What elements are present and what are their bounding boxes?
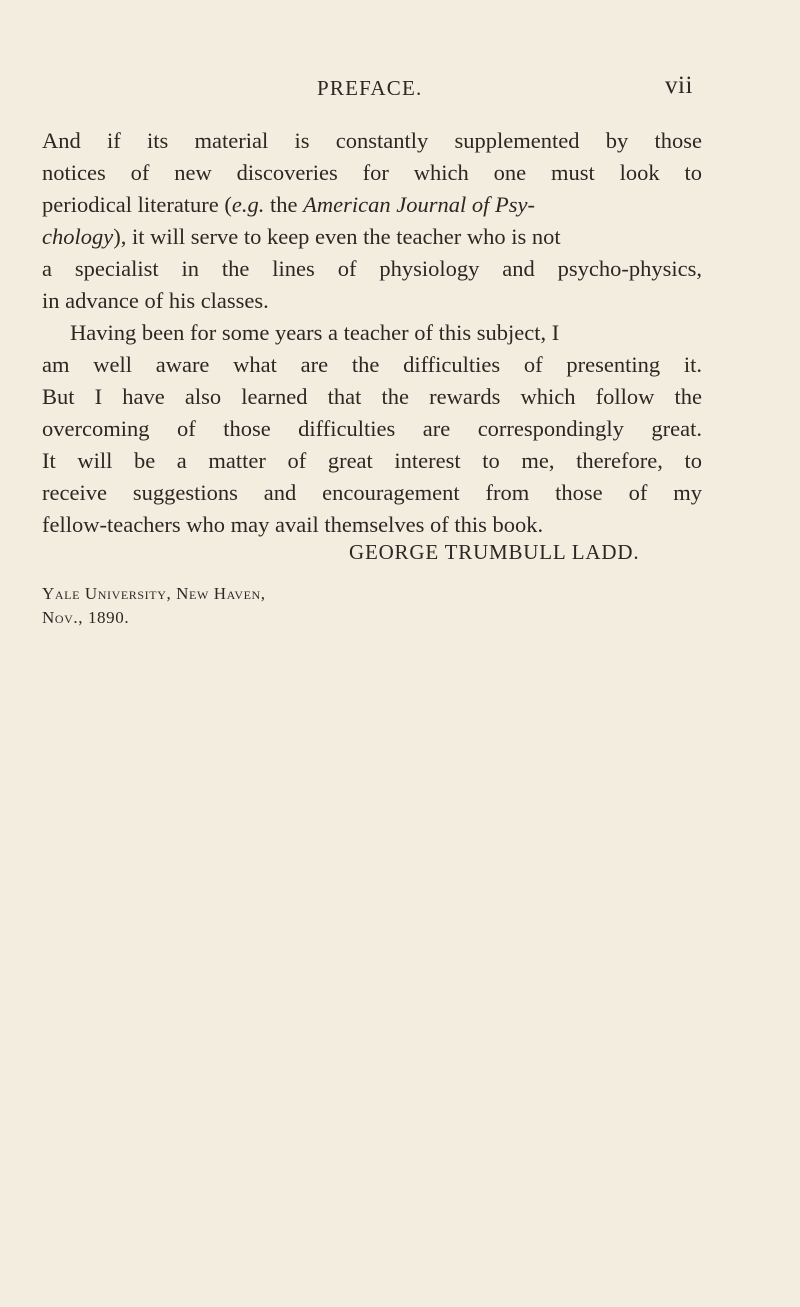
text-line: And if its material is constantly supplemented by those [42, 128, 702, 153]
paragraph-1 [42, 125, 702, 317]
italic-abbreviation: e.g. [231, 192, 265, 217]
text-line: a specialist in the lines of physiology and psycho-physics, [42, 256, 702, 281]
running-head [0, 68, 800, 108]
author-signature: GEORGE TRUMBULL LADD. [349, 540, 640, 564]
dateline [42, 582, 266, 630]
journal-title-continued: chology [42, 224, 114, 249]
text-line: It will be a matter of great interest to me, therefore, to [42, 448, 702, 473]
dateline-place: Yale University, New Haven, [42, 584, 266, 603]
journal-title: American Journal of Psy- [303, 192, 535, 217]
text-line [42, 221, 702, 253]
text-line: am well aware what are the difficulties of presenting it. [42, 352, 702, 377]
preface-body [42, 125, 702, 541]
text-line: in advance of his classes. [42, 288, 269, 313]
text-segment: the [264, 192, 304, 217]
paragraph-2 [42, 317, 702, 541]
text-segment: ), it will serve to keep even the teacher who is not [113, 224, 561, 249]
page-number: vii [665, 72, 693, 99]
text-line [42, 189, 702, 221]
text-line: But I have also learned that the rewards which follow the [42, 384, 702, 409]
text-line: notices of new discoveries for which one must look to [42, 160, 702, 185]
text-line: Having been for some years a teacher of this subject, I [70, 320, 560, 345]
text-line: fellow-teachers who may avail themselves of this book. [42, 512, 544, 537]
running-title: PREFACE. [317, 76, 423, 100]
text-line: receive suggestions and encouragement from those of my [42, 480, 702, 505]
dateline-date: Nov., 1890. [42, 608, 130, 627]
text-segment: periodical literature ( [42, 192, 232, 217]
text-line: overcoming of those difficulties are correspondingly great. [42, 416, 702, 441]
